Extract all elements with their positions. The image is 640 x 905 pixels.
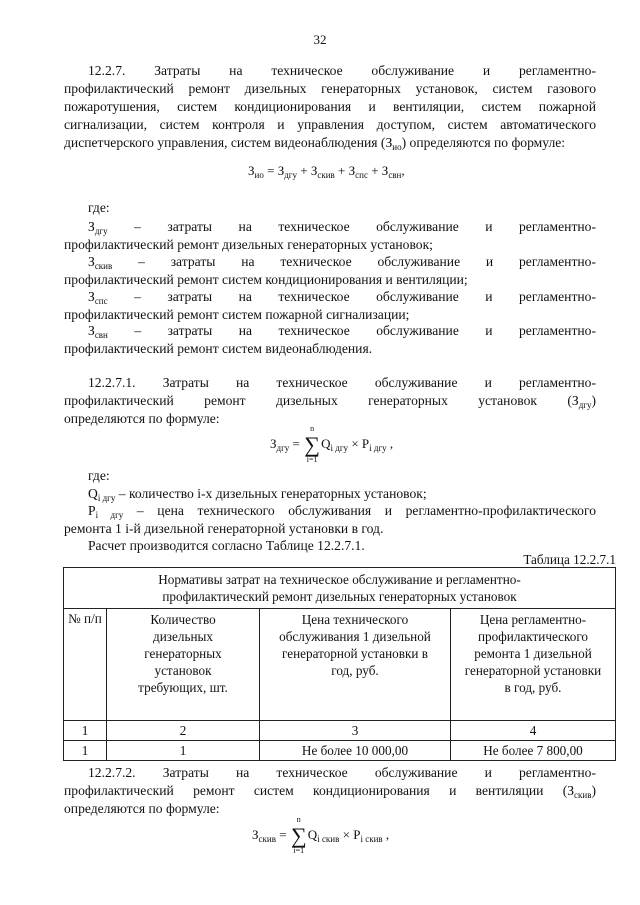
def-symbol-sub: i дгу bbox=[97, 493, 116, 503]
formula-tail: , bbox=[389, 435, 394, 451]
section-12-2-7-heading bbox=[88, 62, 596, 80]
sum-sign: ∑ n i=1 bbox=[304, 424, 320, 464]
table-header-cell: Цена технического обслуживания 1 дизельной генераторной установки в год, руб. bbox=[260, 609, 451, 721]
section-12-2-7-1-heading: 12.2.7.1. Затраты на техническое обслуживание и регламентно- bbox=[88, 375, 596, 390]
definition-dgu-second: профилактический ремонт дизельных генераторных установок; bbox=[64, 237, 433, 252]
formula-p-sub: i скив bbox=[360, 833, 383, 844]
table-cell: 1 bbox=[64, 721, 107, 741]
page-number: 32 bbox=[313, 32, 327, 47]
sum-lower-limit: i=1 bbox=[293, 846, 305, 855]
table-title-row bbox=[64, 568, 616, 609]
def-symbol: З bbox=[88, 254, 95, 269]
formula-p: P bbox=[361, 435, 370, 451]
def-symbol-sub: свн bbox=[94, 330, 108, 340]
def-text: – затраты на техническое обслуживание и регламентно- bbox=[134, 323, 596, 338]
norms-table bbox=[63, 567, 616, 761]
section-12-2-7-1-line3: определяются по формуле: bbox=[64, 411, 220, 426]
definition-svn-second: профилактический ремонт систем видеонаблюдения. bbox=[64, 341, 373, 356]
formula-term-sub: дгу bbox=[284, 170, 297, 180]
section-body-text: профилактический ремонт дизельных генераторных установок, систем газового пожаротушения, систем кондиционирования и вентиляции, систем пожарной сигнализации, систем контроля и управления доступом, систем автоматического диспетчерского управления, систем видеонаблюдения (З bbox=[64, 81, 596, 150]
sum-upper-limit: n bbox=[310, 424, 315, 433]
formula-term-sub: спс bbox=[355, 170, 368, 180]
def-symbol: З bbox=[88, 289, 95, 304]
table-cell: 4 bbox=[451, 721, 616, 741]
formula-term: З bbox=[310, 163, 318, 178]
table-caption: Таблица 12.2.7.1 bbox=[523, 552, 616, 567]
formula-tail: , bbox=[385, 826, 390, 842]
def-symbol-sub: дгу bbox=[94, 226, 108, 236]
def-symbol-sub: спс bbox=[94, 296, 108, 306]
table-cell: 1 bbox=[107, 741, 260, 761]
definition-skiv-second: профилактический ремонт систем кондиционирования и вентиляции; bbox=[64, 272, 468, 287]
def-text: – затраты на техническое обслуживание и регламентно- bbox=[138, 254, 596, 269]
formula-term: З bbox=[381, 163, 389, 178]
formula-q-sub: i дгу bbox=[330, 442, 349, 453]
def-text: – цена технического обслуживания и регламентно-профилактического bbox=[136, 503, 596, 518]
section-text: профилактический ремонт дизельных генераторных установок (З bbox=[64, 393, 579, 408]
table-header-cell: № п/п bbox=[64, 609, 107, 721]
table-header-cell: Количество дизельных генераторных установок требующих, шт. bbox=[107, 609, 260, 721]
table-row bbox=[64, 741, 616, 761]
formula-q: Q bbox=[321, 435, 331, 451]
sum-sign: ∑ n i=1 bbox=[290, 815, 307, 855]
def-text: – затраты на техническое обслуживание и регламентно- bbox=[134, 219, 596, 234]
symbol-subscript: ио bbox=[392, 142, 402, 152]
table-title bbox=[64, 568, 616, 609]
sum-upper-limit: n bbox=[296, 815, 301, 824]
table-index-row bbox=[64, 721, 616, 741]
calc-note: Расчет производится согласно Таблице 12.2.7.1. bbox=[88, 538, 365, 553]
section-body-tail: ) определяются по формуле: bbox=[401, 135, 566, 150]
formula-total-maintenance: $З_{ио} = З_{дгу} + З_{скив} + З_{спс} + З_{свн}$, bbox=[248, 163, 405, 180]
formula-lhs-sub: дгу bbox=[276, 442, 290, 453]
def-text: – количество i-х дизельных генераторных установок; bbox=[118, 486, 427, 501]
table-title-line: Нормативы затрат на техническое обслуживание и регламентно- bbox=[158, 572, 521, 587]
formula-lhs-sub: ио bbox=[254, 170, 264, 180]
def-symbol: З bbox=[88, 323, 95, 338]
table-title-line: профилактический ремонт дизельных генераторных установок bbox=[162, 589, 517, 604]
def-symbol: Q bbox=[88, 486, 98, 501]
section-number: 12.2.7. bbox=[88, 63, 126, 78]
def-symbol-sub: i дгу bbox=[95, 510, 124, 520]
symbol-subscript: дгу bbox=[578, 400, 592, 410]
table-cell: Не более 10 000,00 bbox=[260, 741, 451, 761]
formula-term-sub: скив bbox=[317, 170, 335, 180]
formula-term: З bbox=[277, 163, 285, 178]
def-symbol: P bbox=[88, 503, 96, 518]
formula-skiv: $З_{скив}$ = ∑ n i=1 $Q_{i скив} \times P_{i скив}$ , bbox=[252, 815, 390, 855]
where-label-2: где: bbox=[88, 468, 110, 483]
formula-term-sub: свн bbox=[388, 170, 402, 180]
table-cell: 3 bbox=[260, 721, 451, 741]
formula-lhs-sub: скив bbox=[258, 833, 276, 844]
formula-p-sub: i дгу bbox=[369, 442, 387, 453]
def-text: – затраты на техническое обслуживание и регламентно- bbox=[134, 289, 596, 304]
definition-sps-second: профилактический ремонт систем пожарной сигнализации; bbox=[64, 307, 410, 322]
section-12-2-7-body bbox=[64, 80, 596, 156]
symbol-subscript: скив bbox=[574, 790, 592, 800]
table-header-cell: Цена регламентно-профилактического ремонта 1 дизельной генераторной установки в год, руб. bbox=[451, 609, 616, 721]
sum-lower-limit: i=1 bbox=[306, 455, 318, 464]
formula-lhs: З bbox=[252, 826, 259, 842]
table-cell: 2 bbox=[107, 721, 260, 741]
table-cell: Не более 7 800,00 bbox=[451, 741, 616, 761]
formula-tail: , bbox=[401, 163, 405, 178]
formula-dgu: $З_{дгу}$ = ∑ n i=1 $Q_{i дгу} \times P_{i дгу}$ , bbox=[270, 424, 394, 464]
definition-p-dgu-second: ремонта 1 i-й дизельной генераторной установки в год. bbox=[64, 521, 384, 536]
formula-lhs: З bbox=[248, 163, 255, 178]
formula-q: Q bbox=[307, 826, 318, 842]
section-text-tail: ) bbox=[591, 393, 596, 408]
section-12-2-7-2-heading: 12.2.7.2. Затраты на техническое обслуживание и регламентно- bbox=[88, 765, 596, 780]
formula-p: P bbox=[353, 826, 361, 842]
section-12-2-7-2-line3: определяются по формуле: bbox=[64, 801, 220, 816]
table-cell: 1 bbox=[64, 741, 107, 761]
where-label: где: bbox=[88, 200, 110, 215]
def-symbol: З bbox=[88, 219, 95, 234]
section-heading-text: Затраты на техническое обслуживание и регламентно- bbox=[154, 63, 596, 78]
def-symbol-sub: скив bbox=[94, 261, 113, 271]
section-text-tail: ) bbox=[591, 783, 596, 798]
table-header-row bbox=[64, 609, 616, 721]
formula-q-sub: i скив bbox=[317, 833, 340, 844]
formula-lhs: З bbox=[270, 435, 277, 451]
section-text: профилактический ремонт систем кондиционирования и вентиляции (З bbox=[64, 783, 575, 798]
formula-term: З bbox=[348, 163, 356, 178]
